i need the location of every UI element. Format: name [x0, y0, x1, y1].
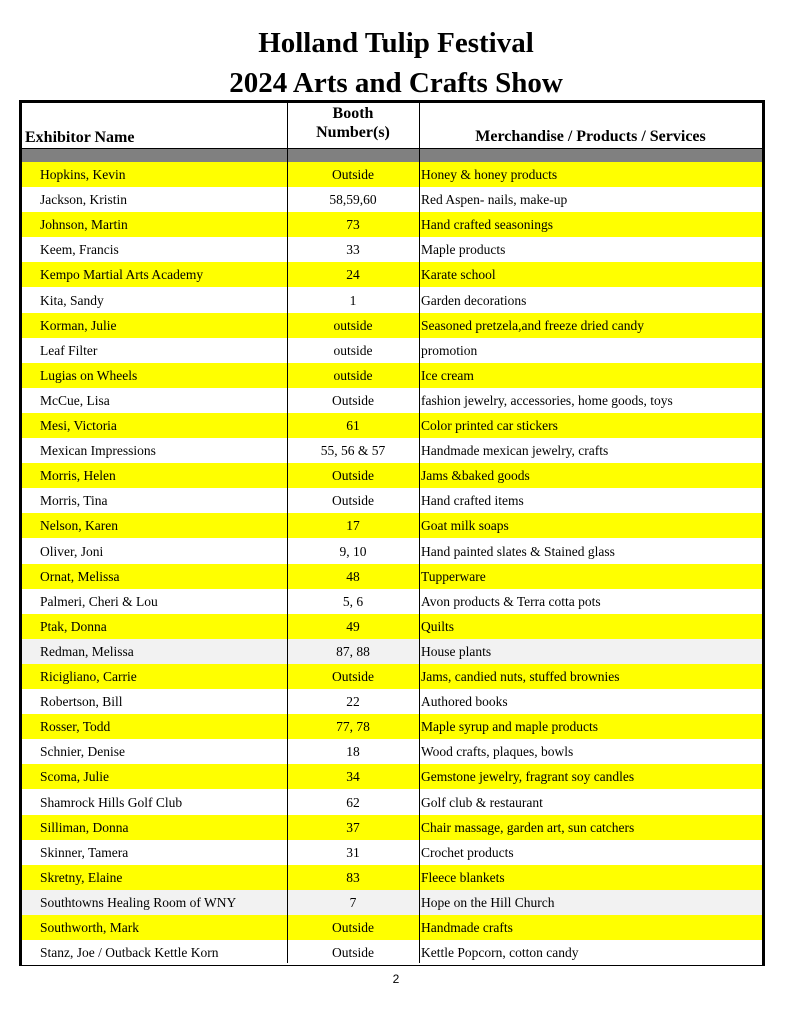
- exhibitor-name-cell: Ornat, Melissa: [40, 568, 120, 584]
- table-row: [22, 288, 762, 313]
- merchandise-cell: Hand painted slates & Stained glass: [421, 543, 615, 559]
- merchandise-cell: Jams, candied nuts, stuffed brownies: [421, 669, 620, 684]
- exhibitor-name-cell: Stanz, Joe / Outback Kettle Korn: [40, 945, 219, 961]
- table-header: [22, 103, 762, 149]
- merchandise-cell: Authored books: [421, 694, 508, 710]
- header-exhibitor-name: Exhibitor Name: [25, 129, 135, 146]
- page-number: 2: [392, 972, 400, 986]
- table-row: [22, 940, 762, 965]
- table-row: [22, 564, 762, 589]
- exhibitor-name-cell: Jackson, Kristin: [40, 192, 127, 208]
- merchandise-cell: Wood crafts, plaques, bowls: [421, 744, 574, 760]
- booth-number-cell: 61: [346, 418, 360, 433]
- merchandise-cell: Tupperware: [421, 568, 486, 584]
- exhibitor-name-cell: Oliver, Joni: [40, 543, 104, 559]
- table-row: [22, 363, 762, 388]
- exhibitor-name-cell: McCue, Lisa: [40, 392, 110, 408]
- exhibitor-name-cell: Morris, Tina: [40, 493, 108, 509]
- merchandise-cell: Handmade crafts: [421, 920, 513, 935]
- booth-number-cell: Outside: [332, 167, 374, 182]
- exhibitor-name-cell: Johnson, Martin: [40, 217, 128, 233]
- booth-number-cell: 83: [346, 869, 360, 885]
- booth-number-cell: 33: [346, 242, 360, 258]
- column-divider: [287, 103, 288, 963]
- table-row: [22, 739, 762, 764]
- merchandise-cell: Red Aspen- nails, make-up: [421, 192, 568, 208]
- booth-number-cell: Outside: [332, 669, 374, 684]
- merchandise-cell: fashion jewelry, accessories, home goods, toys: [421, 392, 673, 408]
- merchandise-cell: Fleece blankets: [421, 869, 505, 885]
- table-row: [22, 388, 762, 413]
- table-row: [22, 262, 762, 287]
- table-row: [22, 463, 762, 488]
- booth-number-cell: 55, 56 & 57: [320, 443, 386, 459]
- merchandise-cell: Crochet products: [421, 844, 514, 860]
- exhibitor-name-cell: Lugias on Wheels: [40, 367, 138, 383]
- booth-number-cell: 31: [346, 844, 360, 860]
- booth-number-cell: Outside: [332, 920, 374, 935]
- merchandise-cell: Kettle Popcorn, cotton candy: [421, 945, 579, 961]
- booth-number-cell: 1: [349, 292, 357, 308]
- exhibitor-name-cell: Korman, Julie: [40, 317, 117, 333]
- table-row: [22, 915, 762, 940]
- merchandise-cell: Hand crafted items: [421, 493, 524, 509]
- booth-number-cell: outside: [333, 342, 373, 358]
- merchandise-cell: Jams &baked goods: [421, 468, 530, 484]
- exhibitor-name-cell: Rosser, Todd: [40, 719, 111, 735]
- exhibitor-name-cell: Skinner, Tamera: [40, 844, 129, 860]
- table-row: [22, 212, 762, 237]
- document-title-line2: 2024 Arts and Crafts Show: [229, 67, 563, 99]
- exhibitor-name-cell: Southtowns Healing Room of WNY: [40, 894, 237, 910]
- table-row: [22, 714, 762, 739]
- table-row: [22, 438, 762, 463]
- booth-number-cell: 22: [346, 694, 360, 710]
- exhibitor-name-cell: Palmeri, Cheri & Lou: [40, 593, 158, 609]
- table-row: [22, 614, 762, 639]
- booth-number-cell: 18: [346, 744, 360, 760]
- booth-number-cell: Outside: [332, 945, 374, 961]
- header-gray-band: [22, 149, 762, 162]
- exhibitor-name-cell: Keem, Francis: [40, 242, 119, 258]
- booth-number-cell: 17: [346, 518, 360, 534]
- table-row: [22, 790, 762, 815]
- merchandise-cell: Golf club & restaurant: [421, 794, 543, 810]
- table-row: [22, 539, 762, 564]
- exhibitor-name-cell: Schnier, Denise: [40, 744, 125, 760]
- table-row: [22, 488, 762, 513]
- table-row: [22, 840, 762, 865]
- table-row: [22, 338, 762, 363]
- booth-number-cell: Outside: [332, 392, 374, 408]
- merchandise-cell: Goat milk soaps: [421, 518, 509, 534]
- booth-number-cell: 87, 88: [336, 643, 370, 659]
- table-row: [22, 890, 762, 915]
- table-row: [22, 313, 762, 338]
- merchandise-cell: Ice cream: [421, 367, 474, 383]
- exhibitor-name-cell: Silliman, Donna: [40, 819, 129, 835]
- booth-number-cell: 62: [346, 794, 360, 810]
- table-row: [22, 764, 762, 789]
- exhibitor-name-cell: Southworth, Mark: [40, 920, 139, 935]
- exhibitor-name-cell: Ptak, Donna: [40, 618, 107, 634]
- merchandise-cell: Gemstone jewelry, fragrant soy candles: [421, 769, 635, 785]
- merchandise-cell: Chair massage, garden art, sun catchers: [421, 819, 635, 835]
- table-row: [22, 237, 762, 262]
- merchandise-cell: Seasoned pretzela,and freeze dried candy: [421, 317, 645, 333]
- table-row: [22, 865, 762, 890]
- merchandise-cell: Handmade mexican jewelry, crafts: [421, 443, 609, 459]
- table-row: [22, 413, 762, 438]
- merchandise-cell: Maple syrup and maple products: [421, 719, 598, 735]
- exhibitor-name-cell: Redman, Melissa: [40, 643, 134, 659]
- booth-number-cell: 73: [346, 217, 360, 233]
- exhibitor-name-cell: Scoma, Julie: [40, 769, 109, 785]
- merchandise-cell: Maple products: [421, 242, 506, 258]
- exhibitor-name-cell: Mesi, Victoria: [40, 418, 117, 433]
- booth-number-cell: 9, 10: [339, 543, 367, 559]
- merchandise-cell: Avon products & Terra cotta pots: [421, 593, 601, 609]
- booth-number-cell: Outside: [332, 468, 374, 484]
- header-merchandise: Merchandise / Products / Services: [475, 128, 706, 145]
- exhibitor-name-cell: Ricigliano, Carrie: [40, 669, 137, 684]
- booth-number-cell: outside: [333, 317, 373, 333]
- exhibitor-name-cell: Mexican Impressions: [40, 443, 156, 459]
- table-row: [22, 513, 762, 538]
- booth-number-cell: 58,59,60: [329, 192, 377, 208]
- exhibitor-name-cell: Kempo Martial Arts Academy: [40, 267, 204, 283]
- table-row: [22, 187, 762, 212]
- booth-number-cell: 34: [346, 769, 360, 785]
- merchandise-cell: Hand crafted seasonings: [421, 217, 553, 233]
- booth-number-cell: outside: [333, 367, 373, 383]
- booth-number-cell: 5, 6: [342, 593, 364, 609]
- booth-number-cell: 37: [346, 819, 360, 835]
- booth-number-cell: Outside: [332, 493, 374, 509]
- merchandise-cell: Quilts: [421, 618, 455, 634]
- document-title-line1: Holland Tulip Festival: [258, 27, 534, 59]
- merchandise-cell: Hope on the Hill Church: [421, 894, 555, 910]
- exhibitor-name-cell: Morris, Helen: [40, 468, 116, 484]
- column-divider: [419, 103, 420, 963]
- exhibitor-name-cell: Robertson, Bill: [40, 694, 123, 710]
- booth-number-cell: 49: [346, 618, 360, 634]
- booth-number-cell: 48: [346, 568, 360, 584]
- exhibitor-name-cell: Kita, Sandy: [40, 292, 104, 308]
- table-row: [22, 639, 762, 664]
- table-row: [22, 589, 762, 614]
- merchandise-cell: Honey & honey products: [421, 167, 558, 182]
- booth-number-cell: 24: [346, 267, 360, 283]
- booth-number-cell: 77, 78: [336, 719, 370, 735]
- table-row: [22, 664, 762, 689]
- booth-number-cell: 7: [349, 894, 357, 910]
- header-booth-number: Booth Number(s): [316, 105, 390, 141]
- exhibitor-table: [19, 100, 765, 966]
- table-row: [22, 815, 762, 840]
- exhibitor-name-cell: Nelson, Karen: [40, 518, 118, 534]
- merchandise-cell: promotion: [421, 342, 478, 358]
- table-row: [22, 162, 762, 187]
- exhibitor-name-cell: Hopkins, Kevin: [40, 167, 126, 182]
- exhibitor-name-cell: Shamrock Hills Golf Club: [40, 794, 183, 810]
- merchandise-cell: Karate school: [421, 267, 496, 283]
- table-row: [22, 689, 762, 714]
- merchandise-cell: Garden decorations: [421, 292, 527, 308]
- exhibitor-name-cell: Skretny, Elaine: [40, 869, 123, 885]
- merchandise-cell: Color printed car stickers: [421, 418, 558, 433]
- merchandise-cell: House plants: [421, 643, 492, 659]
- exhibitor-name-cell: Leaf Filter: [40, 342, 98, 358]
